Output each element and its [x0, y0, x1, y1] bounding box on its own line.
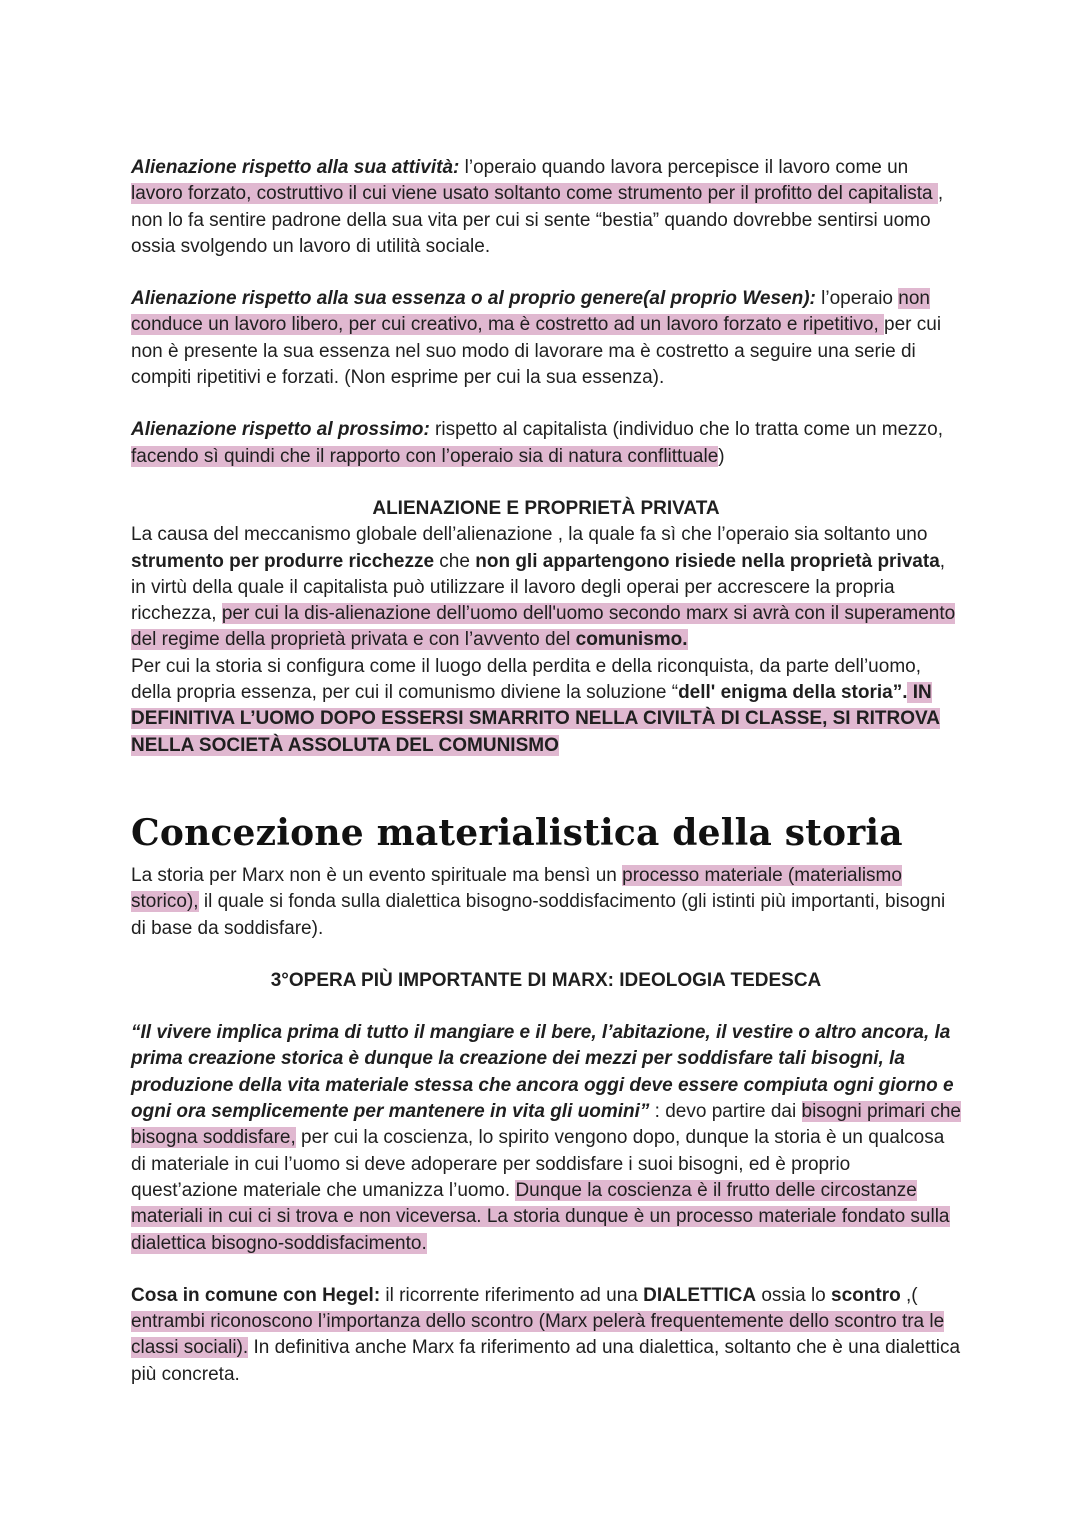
- paragraph-german-ideology: [131, 1020, 961, 1257]
- text: il quale si fonda sulla dialettica bisogno-soddisfacimento (gli istinti più importanti, bisogni di base da soddisfare).: [131, 891, 946, 939]
- text: l’operaio quando lavora percepisce il lavoro come un: [459, 157, 909, 178]
- paragraph-alienation-activity: [131, 155, 961, 260]
- highlight: processo materiale (materialismo storico),: [131, 864, 902, 913]
- text: , in virtù della quale il capitalista può utilizzare il lavoro degli operai per accrescere la propria ricchezza,: [131, 550, 946, 625]
- text: ): [718, 445, 725, 467]
- highlight-bold: comunismo.: [575, 629, 688, 651]
- paragraph-label: Alienazione rispetto alla sua attività:: [131, 157, 460, 178]
- text: l’operaio: [815, 288, 899, 310]
- highlight: facendo sì quindi che il rapporto con l’operaio sia di natura conflittuale: [131, 445, 719, 467]
- section-heading: ALIENAZIONE E PROPRIETÀ PRIVATA: [372, 497, 720, 519]
- paragraph-label: Alienazione rispetto alla sua essenza o al proprio genere(al proprio Wesen):: [131, 288, 816, 310]
- highlight: entrambi riconoscono l’importanza dello scontro (Marx pelerà frequentemente dello scontro tra le classi sociali).: [131, 1311, 945, 1359]
- text: ossia lo: [756, 1284, 832, 1306]
- bold-text: scontro: [831, 1284, 901, 1306]
- highlight: bisogni primari che bisogna soddisfare,: [131, 1101, 961, 1149]
- text: per cui non è presente la sua essenza nel suo modo di lavorare ma è costretto a seguire una serie di compiti ripetitivi e forzati. (Non esprime per cui la sua essenza).: [131, 314, 942, 389]
- bold-text: ”.: [892, 682, 908, 704]
- text: che: [434, 550, 476, 572]
- quote: “Il vivere implica prima di tutto il mangiare e il bere, l’abitazione, il vestire o altro ancora, la prima creazione storica è dunque la creazione dei mezzi per soddisfare tali bisogni, la produzione della vita materiale stessa che ancora oggi deve essere compiuta ogni giorno e ogni ora semplicemente per mantenere in vita gli uomini”: [131, 1022, 954, 1123]
- paragraph-label: Alienazione rispetto al prossimo:: [131, 419, 430, 441]
- text: Per cui la storia si configura come il luogo della perdita e della riconquista, da parte dell’uomo, della propria essenza, per cui il comunismo diviene la soluzione “: [131, 655, 921, 704]
- text: per cui la coscienza, lo spirito vengono dopo, dunque la storia è un qualcosa di materiale in cui l’uomo si deve adoperare per soddisfare i suoi bisogni, ed è proprio quest’azione materiale che umanizza l’uomo.: [131, 1127, 945, 1201]
- page-title: Concezione materialistica della storia: [131, 811, 903, 854]
- text: : devo partire dai: [649, 1101, 802, 1123]
- paragraph-history-essence: [131, 654, 961, 759]
- highlight: non conduce un lavoro libero, per cui creativo, ma è costretto ad un lavoro forzato e ripetitivo,: [131, 288, 930, 336]
- paragraph-materialism: [131, 863, 961, 942]
- highlight: Dunque la coscienza è il frutto delle circostanze materiali in cui ci si trova e non viceversa. La storia dunque è un processo materiale fondato sulla dialettica bisogno-soddisfacimento.: [131, 1179, 950, 1254]
- paragraph-hegel: [131, 1283, 961, 1388]
- section-heading: 3°OPERA PIÙ IMPORTANTE DI MARX: IDEOLOGIA TEDESCA: [270, 969, 822, 991]
- paragraph-alienation-essence: [131, 286, 961, 391]
- text: ,(: [900, 1284, 918, 1306]
- paragraph-alienation-neighbor: [131, 417, 961, 470]
- text: La storia per Marx non è un evento spirituale ma bensì un: [131, 864, 623, 886]
- paragraph-private-property: [131, 522, 961, 653]
- bold-text: DIALETTICA: [643, 1284, 757, 1306]
- highlight-bold: IN DEFINITIVA L’UOMO DOPO ESSERSI SMARRITO NELLA CIVILTÀ DI CLASSE, SI RITROVA NELLA SOCIETÀ ASSOLUTA DEL COMUNISMO: [131, 682, 940, 756]
- bold-text: non gli appartengono risiede nella proprietà privata: [475, 550, 940, 572]
- paragraph-label: Cosa in comune con Hegel:: [131, 1284, 381, 1306]
- document-body: [131, 155, 961, 1388]
- text: rispetto al capitalista (individuo che lo tratta come un mezzo,: [429, 419, 944, 441]
- bold-text: dell' enigma della storia: [678, 682, 893, 704]
- highlight: lavoro forzato, costruttivo il cui viene usato soltanto come strumento per il profitto del capitalista: [131, 183, 938, 205]
- text: , non lo fa sentire padrone della sua vita per cui si sente “bestia” quando dovrebbe sentirsi uomo ossia svolgendo un lavoro di utilità sociale.: [131, 183, 944, 257]
- highlight: per cui la dis-alienazione dell’uomo dell'uomo secondo marx si avrà con il superamento del regime della proprietà privata e con l’avvento del: [131, 603, 956, 651]
- text: In definitiva anche Marx fa riferimento ad una dialettica, soltanto che è una dialettica più concreta.: [131, 1337, 961, 1385]
- text: il ricorrente riferimento ad una: [380, 1284, 644, 1306]
- bold-text: strumento per produrre ricchezze: [131, 550, 435, 572]
- text: La causa del meccanismo globale dell’alienazione , la quale fa sì che l’operaio sia soltanto uno: [131, 524, 928, 546]
